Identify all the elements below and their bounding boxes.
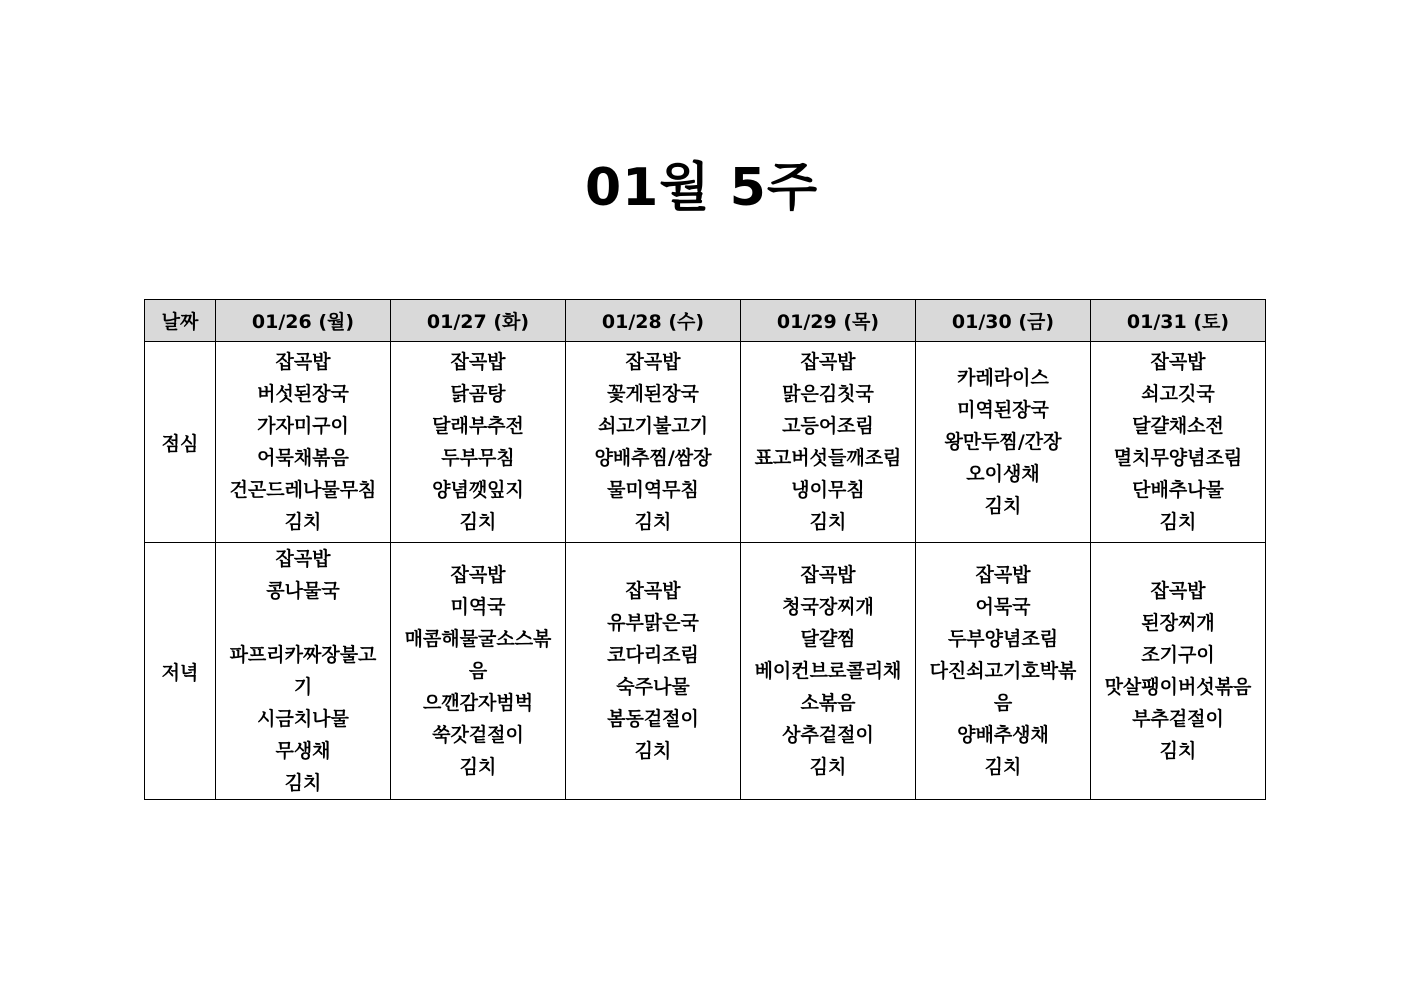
day-header: 01/26 (월) <box>216 300 391 342</box>
menu-item: 맛살팽이버섯볶음 <box>1104 676 1252 698</box>
menu-item: 파프리카짜장불고 <box>229 644 377 666</box>
menu-item: 음 <box>468 660 488 682</box>
lunch-row <box>145 342 1266 543</box>
menu-item: 매콤해물굴소스볶 <box>404 628 552 650</box>
lunch-menu-cell <box>741 342 916 543</box>
menu-item: 잡곡밥 <box>275 548 331 570</box>
menu-item: 베이컨브로콜리채 <box>754 660 902 682</box>
menu-item: 카레라이스 <box>957 367 1049 389</box>
menu-item: 김치 <box>459 511 497 533</box>
menu-item: 물미역무침 <box>607 479 699 501</box>
menu-item: 꽃게된장국 <box>607 383 699 405</box>
menu-item: 잡곡밥 <box>1150 580 1206 602</box>
menu-item: 양념깻잎지 <box>432 479 524 501</box>
menu-item: 잡곡밥 <box>800 564 856 586</box>
menu-item: 다진쇠고기호박볶 <box>929 660 1077 682</box>
menu-item: 오이생채 <box>966 463 1040 485</box>
menu-item: 소볶음 <box>800 692 856 714</box>
dinner-row <box>145 543 1266 800</box>
page-title: 01월 5주 <box>584 158 819 218</box>
lunch-menu-cell <box>566 342 741 543</box>
menu-item: 달걀채소전 <box>1132 415 1224 437</box>
menu-item: 김치 <box>634 740 672 762</box>
menu-item: 무생채 <box>275 740 331 762</box>
lunch-menu-cell <box>1091 342 1266 543</box>
weekly-meal-table <box>144 299 1266 800</box>
day-header: 01/27 (화) <box>391 300 566 342</box>
menu-item: 김치 <box>1159 511 1197 533</box>
menu-item: 코다리조림 <box>607 644 699 666</box>
menu-item: 김치 <box>809 511 847 533</box>
menu-item: 청국장찌개 <box>782 596 874 618</box>
menu-item: 김치 <box>984 495 1022 517</box>
menu-item: 된장찌개 <box>1141 612 1215 634</box>
menu-item: 잡곡밥 <box>800 351 856 373</box>
menu-item: 양배추생채 <box>957 724 1049 746</box>
menu-item: 미역국 <box>450 596 506 618</box>
lunch-menu-cell <box>916 342 1091 543</box>
menu-item: 잡곡밥 <box>1150 351 1206 373</box>
menu-item: 시금치나물 <box>257 708 349 730</box>
lunch-menu-cell <box>216 342 391 543</box>
menu-item: 달걀찜 <box>800 628 856 650</box>
menu-item: 조기구이 <box>1141 644 1215 666</box>
menu-item: 잡곡밥 <box>975 564 1031 586</box>
menu-item: 쇠고기불고기 <box>597 415 709 437</box>
menu-item: 김치 <box>634 511 672 533</box>
menu-item: 김치 <box>1159 740 1197 762</box>
header-row <box>145 300 1266 342</box>
menu-item: 잡곡밥 <box>450 351 506 373</box>
day-header: 01/29 (목) <box>741 300 916 342</box>
menu-item: 두부무침 <box>441 447 515 469</box>
menu-item: 상추겉절이 <box>782 724 874 746</box>
dinner-label: 저녁 <box>145 543 216 800</box>
menu-item: 김치 <box>984 756 1022 778</box>
menu-item: 콩나물국 <box>266 580 340 602</box>
dinner-menu-cell <box>1091 543 1266 800</box>
menu-item: 김치 <box>809 756 847 778</box>
menu-item: 김치 <box>284 772 322 794</box>
day-header: 01/31 (토) <box>1091 300 1266 342</box>
menu-item: 기 <box>293 676 313 698</box>
menu-item: 으깬감자범벅 <box>422 692 534 714</box>
menu-item: 김치 <box>459 756 497 778</box>
menu-item: 어묵국 <box>975 596 1031 618</box>
menu-item: 멸치무양념조림 <box>1113 447 1243 469</box>
menu-item: 냉이무침 <box>791 479 865 501</box>
menu-item: 달래부추전 <box>432 415 524 437</box>
menu-item: 단배추나물 <box>1132 479 1224 501</box>
menu-item: 건곤드레나물무침 <box>229 479 377 501</box>
menu-item: 잡곡밥 <box>450 564 506 586</box>
dinner-menu-cell <box>216 543 391 800</box>
menu-item: 양배추찜/쌈장 <box>594 447 712 469</box>
dinner-menu-cell <box>916 543 1091 800</box>
menu-item: 표고버섯들깨조림 <box>754 447 902 469</box>
menu-item: 쑥갓겉절이 <box>432 724 524 746</box>
menu-item: 숙주나물 <box>616 676 690 698</box>
dinner-menu-cell <box>566 543 741 800</box>
menu-item: 잡곡밥 <box>275 351 331 373</box>
date-corner-header: 날짜 <box>145 300 216 342</box>
menu-item: 잡곡밥 <box>625 351 681 373</box>
lunch-menu-cell <box>391 342 566 543</box>
menu-item: 잡곡밥 <box>625 580 681 602</box>
menu-item: 미역된장국 <box>957 399 1049 421</box>
menu-item: 두부양념조림 <box>947 628 1059 650</box>
lunch-label: 점심 <box>145 342 216 543</box>
menu-item: 음 <box>993 692 1013 714</box>
menu-item: 유부맑은국 <box>607 612 699 634</box>
menu-item: 맑은김칫국 <box>782 383 874 405</box>
menu-item: 버섯된장국 <box>257 383 349 405</box>
menu-item: 왕만두찜/간장 <box>944 431 1062 453</box>
dinner-menu-cell <box>741 543 916 800</box>
menu-item <box>216 607 390 639</box>
menu-item: 봄동겉절이 <box>607 708 699 730</box>
menu-item: 김치 <box>284 511 322 533</box>
day-header: 01/28 (수) <box>566 300 741 342</box>
menu-item: 가자미구이 <box>257 415 349 437</box>
menu-item: 어묵채볶음 <box>257 447 349 469</box>
menu-item: 부추겉절이 <box>1132 708 1224 730</box>
menu-item: 고등어조림 <box>782 415 874 437</box>
menu-item: 닭곰탕 <box>450 383 506 405</box>
menu-item: 쇠고깃국 <box>1141 383 1215 405</box>
dinner-menu-cell <box>391 543 566 800</box>
day-header: 01/30 (금) <box>916 300 1091 342</box>
